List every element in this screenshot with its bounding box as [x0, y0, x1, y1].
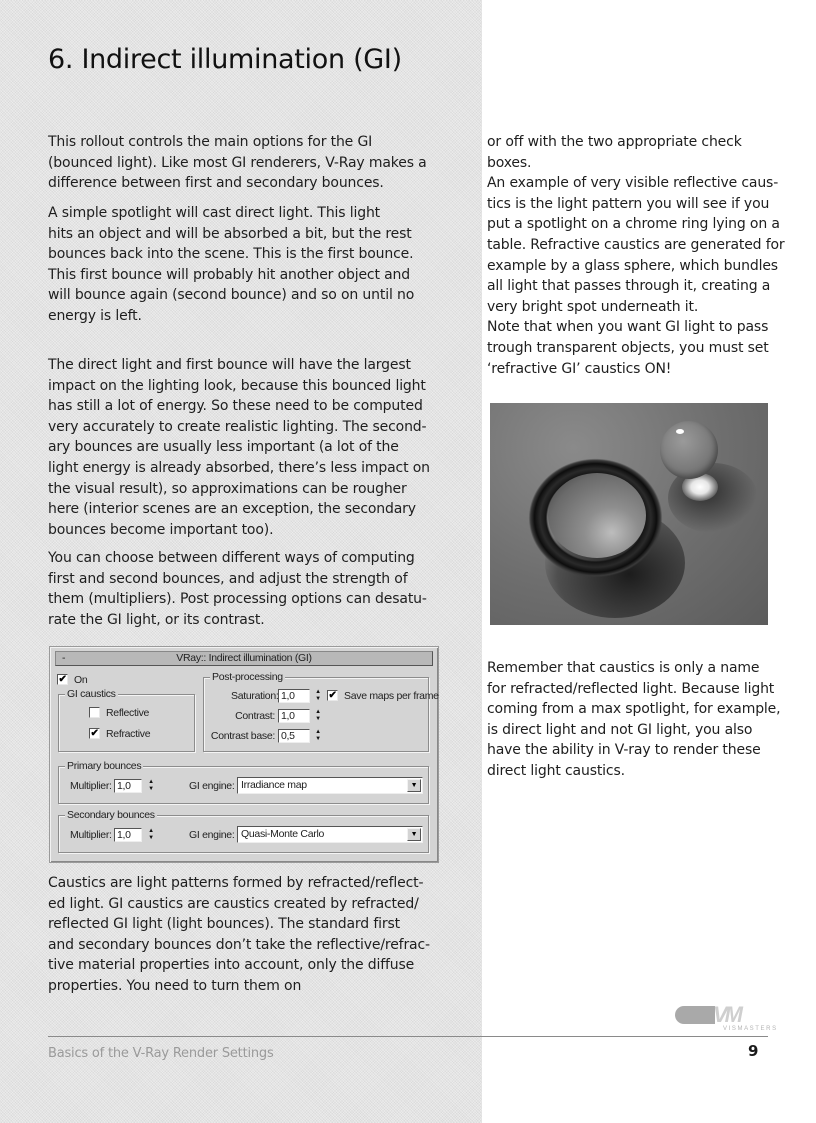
text-line: the visual result), so approximations can be rougher: [48, 480, 407, 497]
text-line: will bounce again (second bounce) and so on until no: [48, 287, 415, 304]
text-line: ed light. GI caustics are caustics created by refracted/: [48, 895, 419, 912]
spin-down-icon[interactable]: ▼: [315, 716, 321, 722]
saturation-spinner[interactable]: [314, 689, 322, 703]
paragraph-caustics: [48, 873, 468, 997]
text-line: trough transparent objects, you must set: [487, 339, 769, 356]
glass-sphere: [660, 421, 718, 479]
gi-caustics-label: GI caustics: [67, 688, 116, 700]
refractive-label: Refractive: [106, 728, 151, 740]
spin-up-icon[interactable]: ▲: [148, 828, 154, 834]
text-line: difference between first and secondary bounces.: [48, 175, 384, 192]
text-line: very accurately to create realistic lighting. The second-: [48, 418, 427, 435]
primary-engine-select[interactable]: [237, 777, 423, 794]
text-line: impact on the lighting look, because this bounced light: [48, 377, 426, 394]
contrast-label: Contrast:: [235, 710, 275, 722]
text-line: have the ability in V-ray to render these: [487, 742, 761, 759]
caustics-render-image: [490, 403, 768, 625]
text-line: put a spotlight on a chrome ring lying on a: [487, 216, 780, 233]
primary-bounces-group: [58, 760, 429, 804]
text-line: properties. You need to turn them on: [48, 977, 302, 994]
contrast-base-input[interactable]: 0,5: [278, 729, 310, 743]
paragraph-caustics-continued: [487, 132, 807, 379]
text-line: coming from a max spotlight, for example,: [487, 701, 781, 718]
collapse-icon[interactable]: -: [62, 652, 66, 664]
primary-multiplier-input[interactable]: 1,0: [114, 779, 142, 793]
spin-down-icon[interactable]: ▼: [315, 696, 321, 702]
primary-engine-value: Irradiance map: [241, 779, 307, 791]
post-processing-group: [203, 671, 439, 752]
secondary-multiplier-label: Multiplier:: [70, 829, 112, 841]
logo-mark: VM: [713, 1002, 740, 1027]
sphere-highlight: [676, 429, 684, 434]
text-line: You can choose between different ways of computing: [48, 550, 415, 566]
text-line: tive material properties into account, only the diffuse: [48, 957, 415, 974]
text-line: tics is the light pattern you will see if you: [487, 195, 770, 212]
text-line: A simple spotlight will cast direct light. This light: [48, 205, 381, 221]
contrast-base-label: Contrast base:: [210, 730, 275, 742]
footer-divider: [48, 1036, 768, 1037]
saturation-label: Saturation:: [231, 690, 279, 702]
secondary-bounces-group: [58, 809, 429, 853]
logo-pill-shape: [675, 1006, 715, 1024]
logo-text: VISMASTERS: [723, 1026, 778, 1032]
text-line: bounces back into the scene. This is the first bounce.: [48, 246, 414, 263]
text-line: Caustics are light patterns formed by refracted/reflect-: [48, 875, 424, 891]
spin-up-icon[interactable]: ▲: [315, 729, 321, 735]
rollout-title: VRay:: Indirect illumination (GI): [176, 652, 312, 664]
text-line: (bounced light). Like most GI renderers, V-Ray makes a: [48, 154, 427, 171]
text-line: ‘refractive GI’ caustics ON!: [487, 360, 672, 377]
paragraph-choose: [48, 548, 468, 630]
ring-caustic-floor: [548, 473, 646, 558]
secondary-bounces-label: Secondary bounces: [67, 809, 155, 821]
text-line: An example of very visible reflective caus-: [487, 175, 779, 192]
text-line: This first bounce will probably hit another object and: [48, 266, 411, 283]
save-maps-checkbox[interactable]: ✔: [328, 690, 337, 701]
dropdown-arrow-icon[interactable]: ▼: [407, 828, 421, 841]
contrast-spinner[interactable]: [314, 709, 322, 723]
text-line: all light that passes through it, creating a: [487, 278, 771, 295]
secondary-engine-value: Quasi-Monte Carlo: [241, 828, 325, 840]
text-line: example by a glass sphere, which bundles: [487, 257, 778, 274]
spin-up-icon[interactable]: ▲: [148, 779, 154, 785]
text-line: and secondary bounces don’t take the reflective/refrac-: [48, 936, 430, 953]
primary-multiplier-spinner[interactable]: [147, 779, 155, 793]
text-line: very bright spot underneath it.: [487, 298, 699, 315]
vismasters-logo: [675, 1002, 778, 1034]
spin-up-icon[interactable]: ▲: [315, 689, 321, 695]
save-maps-label: Save maps per frame: [344, 690, 439, 702]
primary-engine-label: GI engine:: [189, 780, 235, 792]
primary-multiplier-label: Multiplier:: [70, 780, 112, 792]
saturation-input[interactable]: 1,0: [278, 689, 310, 703]
text-line: has still a lot of energy. So these need to be computed: [48, 398, 423, 415]
text-line: energy is left.: [48, 307, 142, 324]
primary-bounces-label: Primary bounces: [67, 760, 142, 772]
text-line: rate the GI light, or its contrast.: [48, 611, 265, 628]
text-line: first and second bounces, and adjust the strength of: [48, 570, 408, 587]
refractive-checkbox[interactable]: ✔: [90, 728, 99, 739]
text-line: This rollout controls the main options for the GI: [48, 134, 373, 150]
paragraph-spotlight: [48, 203, 468, 327]
text-line: boxes.: [487, 154, 532, 171]
reflective-checkbox[interactable]: [89, 707, 100, 718]
contrast-input[interactable]: 1,0: [278, 709, 310, 723]
text-line: direct light caustics.: [487, 762, 625, 779]
text-line: table. Refractive caustics are generated for: [487, 236, 785, 253]
spin-down-icon[interactable]: ▼: [148, 786, 154, 792]
contrast-base-spinner[interactable]: [314, 729, 322, 743]
secondary-multiplier-spinner[interactable]: [147, 828, 155, 842]
text-line: here (interior scenes are an exception, the secondary: [48, 501, 416, 518]
rollout-titlebar[interactable]: [55, 651, 433, 666]
text-line: bounces become important too).: [48, 521, 274, 538]
text-line: The direct light and first bounce will have the largest: [48, 357, 411, 373]
reflective-label: Reflective: [106, 707, 150, 719]
text-line: Note that when you want GI light to pass: [487, 319, 769, 336]
text-line: them (multipliers). Post processing options can desatu-: [48, 591, 427, 608]
text-line: ary bounces are usually less important (a lot of the: [48, 439, 399, 456]
secondary-multiplier-input[interactable]: 1,0: [114, 828, 142, 842]
dropdown-arrow-icon[interactable]: ▼: [407, 779, 421, 792]
post-processing-label: Post-processing: [212, 671, 283, 683]
gi-rollout-dialog: [49, 646, 439, 863]
spin-up-icon[interactable]: ▲: [315, 709, 321, 715]
footer-title: Basics of the V-Ray Render Settings: [48, 1046, 274, 1061]
text-line: reflected GI light (light bounces). The standard first: [48, 916, 400, 933]
on-checkbox[interactable]: ✔: [58, 674, 67, 685]
paragraph-intro: [48, 132, 468, 194]
text-line: hits an object and will be absorbed a bit, but the rest: [48, 225, 412, 242]
text-line: or off with the two appropriate check: [487, 134, 742, 150]
paragraph-direct-light: [48, 355, 468, 540]
page-number: 9: [748, 1042, 759, 1060]
gi-caustics-group: [58, 688, 195, 752]
text-line: for refracted/reflected light. Because light: [487, 680, 775, 697]
on-label: On: [74, 674, 88, 686]
page-title: 6. Indirect illumination (GI): [48, 44, 402, 75]
text-line: Remember that caustics is only a name: [487, 660, 760, 676]
paragraph-remember: [487, 658, 807, 782]
text-line: is direct light and not GI light, you also: [487, 721, 753, 738]
secondary-engine-select[interactable]: [237, 826, 423, 843]
text-line: light energy is already absorbed, there’s less impact on: [48, 459, 430, 476]
spin-down-icon[interactable]: ▼: [148, 835, 154, 841]
spin-down-icon[interactable]: ▼: [315, 736, 321, 742]
secondary-engine-label: GI engine:: [189, 829, 235, 841]
